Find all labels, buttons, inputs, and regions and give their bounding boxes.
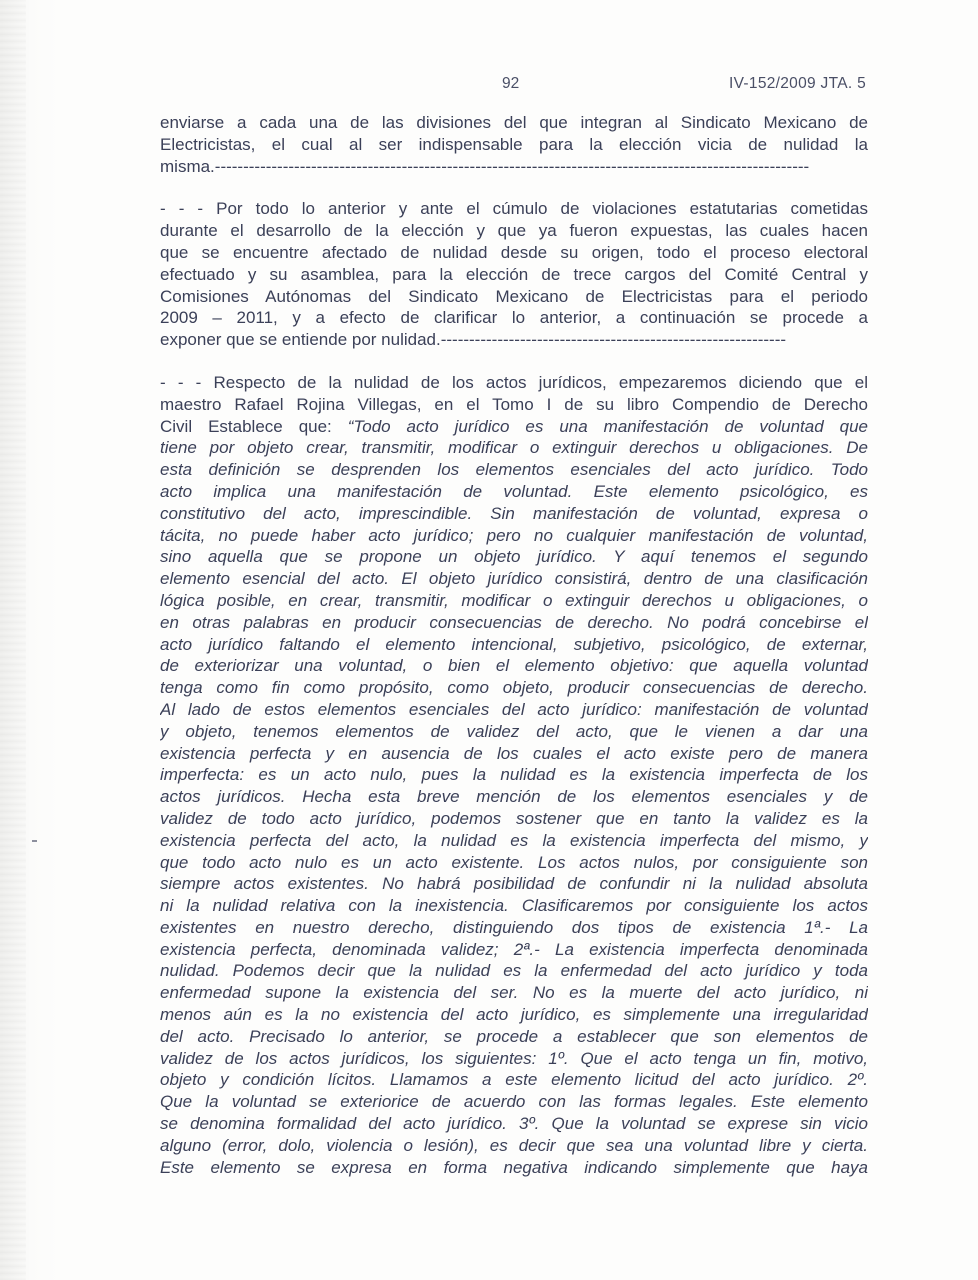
italic-text-line: actos jurídicos. Hecha esta breve mención de los elementos esenciales y de [160,787,868,807]
italic-text-line: nulidad. Podemos decir que la nulidad es la enfermedad del acto jurídico y toda [160,961,868,981]
italic-text-line: acto jurídico faltando el elemento intencional, subjetivo, psicológico, de externar, [160,634,868,654]
italic-text-line: alguno (error, dolo, violencia o lesión), es decir que sea una voluntad libre y cierta. [160,1135,868,1155]
italic-text-line: existencia perfecta y en ausencia de los cuales el acto existe pero de manera [160,743,868,763]
italic-text-line: tácita, no puede haber acto jurídico; pero no cualquier manifestación de voluntad, [160,525,868,545]
italic-text-line: tiene por objeto crear, transmitir, modificar o extinguir derechos u obligaciones. De [160,438,868,458]
italic-text-line: esta definición se desprenden los elementos esenciales del acto jurídico. Todo [160,460,868,480]
italic-text-line: ni la nulidad relativa con la inexistencia. Clasificaremos por consiguiente los actos [160,896,868,916]
text-line: - - - Por todo lo anterior y ante el cúmulo de violaciones estatutarias cometidas [160,199,868,219]
text-line: enviarse a cada una de las divisiones del que integran al Sindicato Mexicano de [160,113,868,132]
italic-text-line: menos aún es la no existencia del acto jurídico, es simplemente una irregularidad [160,1005,868,1025]
text-plain: Civil Establece que: [160,416,348,436]
text-line: efectuado y su asamblea, para la elección de trece cargos del Comité Central y [160,264,868,284]
italic-text-line: Que la voluntad se exteriorice de acuerdo con las formas legales. Este elemento [160,1092,868,1112]
text-line: Comisiones Autónomas del Sindicato Mexicano de Electricistas para el periodo [160,286,868,306]
italic-text-line: existencia perfecta, denominada validez; 2ª.- La existencia imperfecta denominada [160,939,868,959]
text-line: exponer que se entiende por nulidad.------------------------------------------------------------- [160,330,787,350]
paragraph-1 [160,112,868,177]
italic-text-line: de exteriorizar una voluntad, o bien el elemento objetivo: que aquella voluntad [160,656,868,676]
text-line: misma.--------------------------------------------------------------------------------------------------------- [160,156,810,176]
italic-text-line: validez de los actos jurídicos, los siguientes: 1º. Que el acto tenga un fin, motivo, [160,1048,868,1068]
italic-text-line: Al lado de estos elementos esenciales del acto jurídico: manifestación de voluntad [160,699,868,719]
italic-text-line: siempre actos existentes. No habrá posibilidad de confundir ni la nulidad absoluta [160,874,868,894]
italic-text-line: Este elemento se expresa en forma negativa indicando simplemente que haya [160,1157,868,1177]
italic-text-line: del acto. Precisado lo anterior, se procede a establecer que son elementos de [160,1026,868,1046]
paragraph-2 [160,198,868,351]
quoted-definition [160,437,868,1178]
text-line: 2009 – 2011, y a efecto de clarificar lo anterior, a continuación se procede a [160,308,868,328]
text-line: maestro Rafael Rojina Villegas, en el Tomo I de su libro Compendio de Derecho [160,394,868,414]
text-line: que se encuentre afectado de nulidad desde su origen, todo el proceso electoral [160,242,868,262]
italic-text-line: validez de todo acto jurídico, podemos sostener que en tanto la validez es la [160,808,868,828]
italic-text-line: tenga como fin como propósito, como objeto, producir consecuencias de derecho. [160,678,868,698]
italic-text-line: elemento esencial del acto. El objeto jurídico consistirá, dentro de una clasificación [160,569,868,589]
text-line: durante el desarrollo de la elección y que ya fueron expuestas, las cuales hacen [160,221,868,241]
italic-text-line: objeto y condición lícitos. Llamamos a este elemento licitud del acto jurídico. 2º. [160,1070,868,1090]
italic-text-line: se denomina formalidad del acto jurídico. 3º. Que la voluntad se exprese sin vicio [160,1114,868,1134]
text-line-mixed [160,416,868,438]
scan-edge-shadow [0,0,26,1280]
italic-text-line: existentes en nuestro derecho, distinguiendo dos tipos de existencia 1ª.- La [160,917,868,937]
italic-text-line: lógica posible, en crear, transmitir, modificar o extinguir derechos u obligaciones, o [160,590,868,610]
italic-text-line: constitutivo del acto, imprescindible. Sin manifestación de voluntad, expresa o [160,503,868,523]
document-body [160,112,868,1178]
italic-text-line: y objeto, tenemos elementos de validez del acto, que le vienen a dar una [160,721,868,741]
page-number: 92 [502,75,520,92]
case-reference: IV-152/2009 JTA. 5 [729,75,866,92]
italic-text-line: imperfecta: es un acto nulo, pues la nulidad es la existencia imperfecta de los [160,765,868,785]
quote-start: “Todo acto jurídico es una manifestación de voluntad que [347,416,868,436]
text-line: Electricistas, el cual al ser indispensable para la elección vicia de nulidad la [160,134,868,154]
italic-text-line: sino aquella que se propone un objeto jurídico. Y aquí tenemos el segundo [160,547,868,567]
italic-text-line: existencia perfecta del acto, la nulidad es la existencia imperfecta del mismo, y [160,830,868,850]
italic-text-line: que todo acto nulo es un acto existente. Los actos nulos, por consiguiente son [160,852,868,872]
italic-text-line: enfermedad supone la existencia del ser. No es la muerte del acto jurídico, ni [160,983,868,1003]
page-header [0,75,978,97]
italic-text-line: en otras palabras en producir consecuencias de derecho. No podrá concebirse el [160,612,868,632]
italic-text-line: acto implica una manifestación de voluntad. Este elemento psicológico, es [160,481,868,501]
text-line: - - - Respecto de la nulidad de los actos jurídicos, empezaremos diciendo que el [160,372,868,392]
scan-mark [32,840,37,842]
paragraph-3 [160,372,868,1178]
